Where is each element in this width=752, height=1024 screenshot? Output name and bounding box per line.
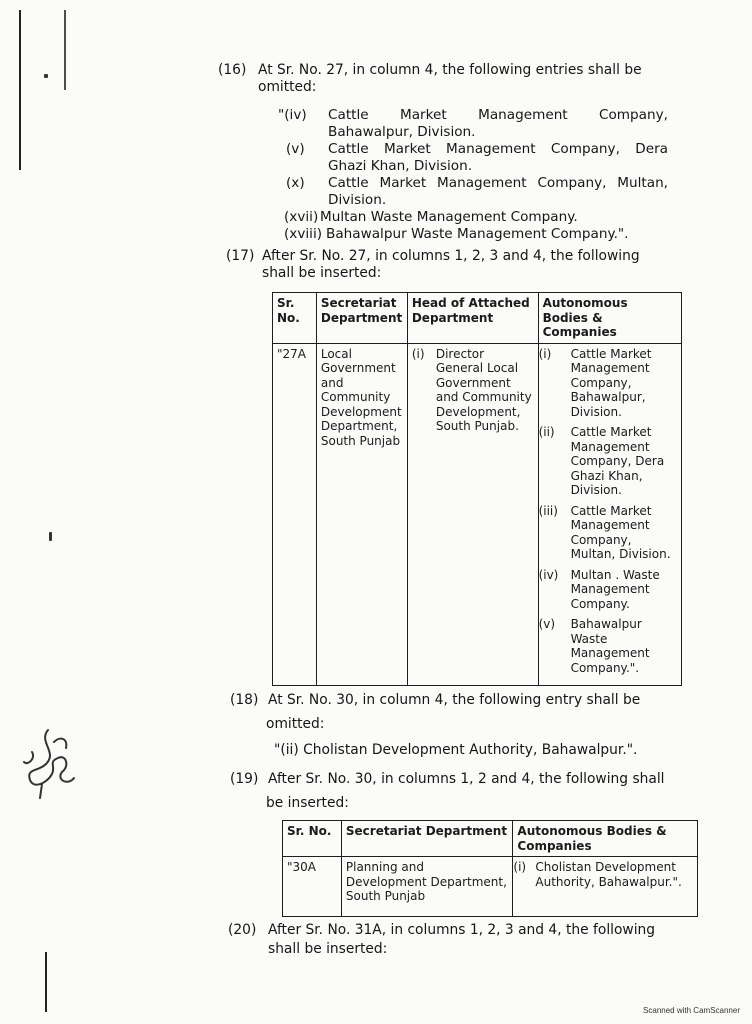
header-sr-no: Sr. No.	[273, 293, 317, 344]
entry-line: Bahawalpur Waste Management Company.".	[326, 226, 629, 242]
head-number: (i)	[411, 346, 425, 361]
body-text: Bahawalpur Waste Management Company.".	[570, 617, 650, 675]
list-item	[539, 425, 677, 498]
entry-number: (xvii)	[284, 209, 319, 225]
table-30a	[282, 820, 698, 917]
entry-number: (x)	[286, 175, 305, 191]
scan-edge-line-bottom	[45, 952, 47, 1012]
body-text: Cholistan Development Authority, Bahawalpur.".	[535, 860, 682, 889]
para-17	[226, 248, 681, 282]
para-20-number: (20)	[228, 922, 257, 938]
scan-speck	[49, 532, 52, 541]
body-text: Cattle Market Management Company, Dera Ghazi Khan, Division.	[570, 425, 665, 497]
para-17-line2: shall be inserted:	[262, 265, 382, 281]
para-20	[228, 922, 698, 958]
para-18-entry: "(ii) Cholistan Development Authority, Bahawalpur.".	[274, 742, 638, 758]
cell-head	[407, 343, 538, 685]
signature-mark	[18, 722, 88, 802]
scan-edge-line-mid	[64, 10, 66, 90]
para-16-line2: omitted:	[258, 79, 317, 95]
body-number: (i)	[538, 346, 552, 361]
body-text: Cattle Market Management Company, Bahawalpur, Division.	[570, 346, 652, 419]
omitted-entries-list	[278, 107, 668, 243]
scan-speck	[44, 74, 48, 78]
para-20-line2: shall be inserted:	[268, 941, 388, 957]
header-head-attached: Head of Attached Department	[407, 293, 538, 344]
table-header-row	[273, 293, 682, 344]
table-header-row	[283, 821, 698, 857]
table-row	[283, 857, 698, 917]
scanner-watermark: Scanned with CamScanner	[643, 1006, 740, 1015]
entry-line: Cattle Market Management Company, Multan,	[328, 175, 668, 191]
para-16-line1: At Sr. No. 27, in column 4, the following entries shall be	[258, 62, 642, 78]
para-18	[230, 688, 690, 736]
entry-line: Cattle Market Management Company, Dera	[328, 141, 668, 157]
para-16-number: (16)	[218, 62, 247, 78]
body-number: (i)	[513, 860, 527, 874]
para-18-number: (18)	[230, 692, 259, 708]
para-19	[230, 767, 696, 815]
cell-bodies	[538, 343, 681, 685]
para-19-line1: After Sr. No. 30, in columns 1, 2 and 4, the following shall	[268, 771, 665, 787]
body-text: Multan . Waste Management Company.	[570, 567, 660, 611]
cell-sr: "27A	[273, 343, 317, 685]
header-autonomous: Autonomous Bodies & Companies	[538, 293, 681, 344]
entry-number: "(iv)	[278, 107, 307, 123]
table-row	[273, 343, 682, 685]
scan-edge-line-top	[19, 10, 21, 170]
body-number: (iv)	[538, 567, 559, 582]
head-text: Director General Local Government and Community Development, South Punjab.	[435, 346, 532, 433]
entry-line: Multan Waste Management Company.	[320, 209, 578, 225]
entry-line: Bahawalpur, Division.	[328, 124, 476, 140]
para-17-line1: After Sr. No. 27, in columns 1, 2, 3 and 4, the following	[262, 248, 640, 264]
header-sr-no: Sr. No.	[283, 821, 342, 857]
list-item	[539, 617, 677, 675]
list-item	[539, 504, 677, 562]
header-secretariat: Secretariat Department	[316, 293, 407, 344]
list-item	[539, 347, 677, 420]
body-number: (v)	[538, 617, 556, 631]
para-18-line2: omitted:	[266, 716, 325, 732]
para-19-number: (19)	[230, 771, 259, 787]
para-18-line1: At Sr. No. 30, in column 4, the following entry shall be	[268, 692, 641, 708]
body-text: Cattle Market Management Company, Multan, Division.	[570, 503, 671, 561]
table-27a	[272, 292, 682, 686]
body-number: (ii)	[538, 425, 555, 439]
para-17-number: (17)	[226, 248, 255, 264]
cell-sr: "30A	[283, 857, 342, 917]
para-19-line2: be inserted:	[266, 795, 349, 811]
para-20-line1: After Sr. No. 31A, in columns 1, 2, 3 and 4, the following	[268, 922, 656, 938]
entry-line: Ghazi Khan, Division.	[328, 158, 473, 174]
body-number: (iii)	[538, 503, 558, 518]
cell-bodies	[513, 857, 698, 917]
cell-secretariat: Planning and Development Department, South Punjab	[341, 857, 513, 917]
header-secretariat: Secretariat Department	[341, 821, 513, 857]
entry-line: Division.	[328, 192, 387, 208]
list-item	[539, 568, 677, 612]
entry-number: (v)	[286, 141, 305, 157]
entry-line: Cattle Market Management Company,	[328, 107, 668, 123]
para-16	[218, 62, 678, 96]
entry-number: (xviii)	[284, 226, 323, 242]
header-autonomous: Autonomous Bodies & Companies	[513, 821, 698, 857]
cell-secretariat: Local Government and Community Development Department, South Punjab	[316, 343, 407, 685]
